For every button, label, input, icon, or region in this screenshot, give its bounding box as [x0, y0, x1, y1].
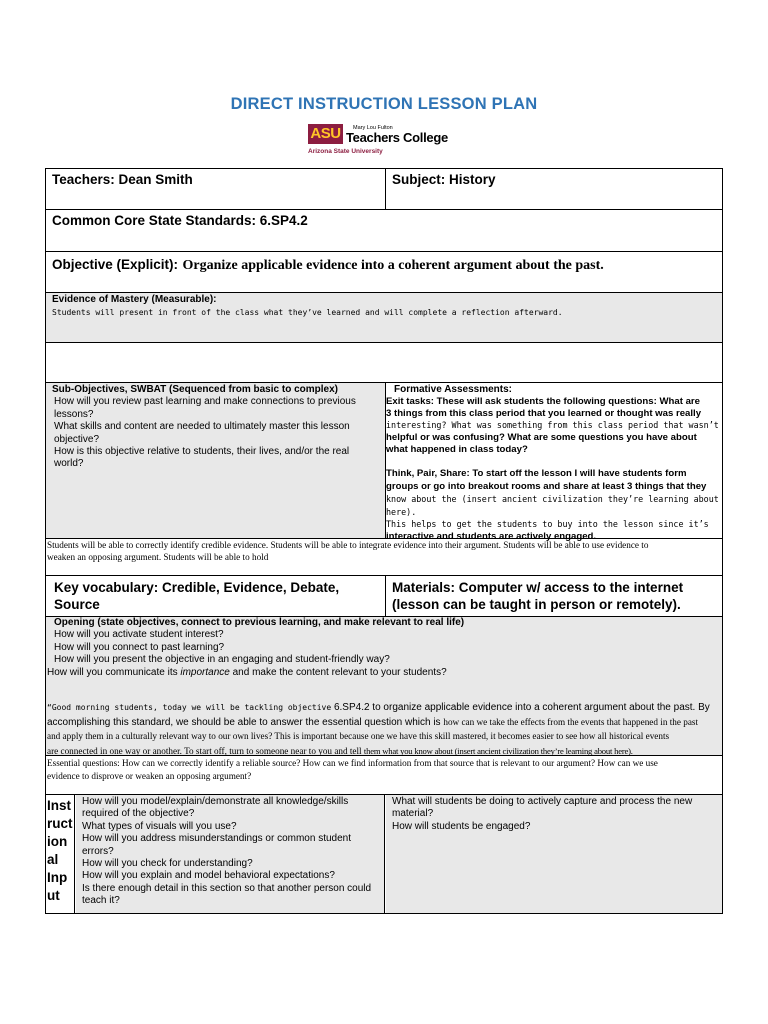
instructional-line: How will you check for understanding?: [82, 858, 253, 870]
communicate-text-a: How will you communicate its: [47, 666, 181, 678]
materials-line: Materials: Computer w/ access to the internet: [392, 580, 684, 595]
instructional-teacher-cell: [76, 795, 385, 913]
standards-cell: [45, 209, 723, 252]
vocabulary-text: [46, 576, 385, 613]
sub-objective-line: How will you review past learning and make connections to previous: [54, 396, 356, 408]
sub-objectives-cell: [45, 382, 386, 539]
sub-objective-line: How is this objective relative to students, their lives, and/or the real: [54, 446, 350, 458]
communicate-line: [46, 667, 722, 679]
quote-line-4a: are connected in one way or another. To start off, turn to someone near to you and tell: [47, 745, 364, 756]
instructional-line: Is there enough detail in this section so that another person could: [82, 882, 372, 894]
opening-heading: Opening (state objectives, connect to previous learning, and make relevant to real life): [54, 617, 465, 628]
opening-line: How will you activate student interest?: [54, 629, 224, 641]
instructional-line: errors?: [82, 845, 114, 857]
tps-line: groups or go into breakout rooms and share at least 3 things that they: [386, 480, 707, 492]
opening-line: How will you connect to past learning?: [54, 641, 225, 653]
quote-line-2b: how can we take the effects from the events that happened in the past: [443, 717, 699, 728]
exit-tasks-paragraph: [386, 396, 722, 456]
opening-line: How will you present the objective in an engaging and student-friendly way?: [54, 654, 390, 666]
swbat-cell: [45, 538, 723, 576]
logo-line-1: Mary Lou Fulton: [353, 125, 393, 131]
essential-questions-text: [46, 756, 722, 782]
asu-teachers-college-logo: [308, 124, 468, 158]
logo-line-3: Arizona State University: [308, 148, 383, 155]
objective-cell: [45, 251, 723, 293]
tps-line: Think, Pair, Share: To start off the lesson I will have students form: [386, 467, 687, 479]
instructional-input-side-label: [46, 795, 75, 913]
materials-cell: [385, 575, 723, 617]
side-label-part: Inp: [47, 870, 68, 885]
think-pair-share-paragraph: [386, 456, 722, 544]
instructional-teacher-questions: [76, 795, 384, 908]
quote-line-3: and apply them in a culturally relevant way to our own lives? This is important because one we have this skill mastered, it becomes easier to see how all historical events: [47, 730, 670, 741]
exit-line: Exit tasks: These will ask students the following questions: What are: [386, 396, 700, 408]
sub-objective-line: objective?: [54, 433, 100, 445]
sub-objective-line: lessons?: [54, 408, 94, 420]
instructional-student-cell: [386, 795, 722, 913]
exit-line: helpful or was confusing? What are some questions you have about: [386, 432, 697, 444]
subject-cell: [385, 168, 723, 210]
side-label-part: ruct: [47, 816, 73, 831]
student-line: How will students be engaged?: [392, 820, 531, 832]
exit-line: interesting? What was something from this class period that wasn’t: [386, 420, 719, 431]
tps-line: interactive and students are actively engaged.: [386, 530, 597, 542]
empty-row: [45, 342, 723, 383]
logo-line-2: Teachers College: [346, 130, 448, 145]
mastery-label: Evidence of Mastery (Measurable):: [52, 294, 217, 305]
side-label-part: Inst: [47, 798, 72, 813]
swbat-line: Students will be able to correctly identify credible evidence. Students will be able to integrate evidence into their argument. Students will be able to use evidence to: [47, 540, 649, 550]
formative-cell: [385, 382, 723, 542]
asu-logo-mark: ASU: [308, 124, 343, 144]
quote-line-4b: them what you know about (insert ancient civilization they’re learning about here).: [363, 745, 633, 756]
teacher-cell: [45, 168, 386, 210]
vocab-line: Source: [54, 597, 100, 612]
objective-label: Objective (Explicit):: [52, 257, 179, 272]
essential-line: Essential questions: How can we correctly identify a reliable source? How can we find information from that source that is relevant to our argument? How can we use: [47, 758, 658, 768]
objective-text: Organize applicable evidence into a coherent argument about the past.: [182, 258, 604, 273]
swbat-line: weaken an opposing argument. Students will be able to hold: [47, 552, 269, 562]
essential-questions-cell: [45, 755, 723, 795]
materials-text: [386, 576, 722, 613]
instructional-student-questions: [386, 795, 722, 833]
instructional-line: required of the objective?: [82, 808, 195, 820]
sub-objectives-heading: Sub-Objectives, SWBAT (Sequenced from basic to complex): [52, 384, 338, 395]
materials-line: (lesson can be taught in person or remotely).: [392, 597, 681, 612]
sub-objective-line: world?: [54, 458, 84, 470]
sub-objective-line: What skills and content are needed to ultimately master this lesson: [54, 421, 350, 433]
quote-mono: “Good morning students, today we will be tackling objective: [47, 703, 332, 713]
communicate-text-b: and make the content relevant to your students?: [229, 666, 447, 678]
tps-line: This helps to get the students to buy into the lesson since it’s: [386, 519, 709, 530]
student-line: What will students be doing to actively capture and process the new: [392, 796, 693, 807]
instructional-line: teach it?: [82, 895, 120, 907]
exit-line: 3 things from this class period that you learned or thought was really: [386, 408, 702, 420]
side-label-part: ut: [47, 888, 60, 903]
communicate-emphasis: importance: [180, 666, 230, 678]
instructional-line: How will you address misunderstandings or common student: [82, 833, 352, 845]
instructional-line: What types of visuals will you use?: [82, 820, 237, 832]
instructional-line: How will you model/explain/demonstrate all knowledge/skills: [82, 796, 349, 807]
essential-line: evidence to disprove or weaken an opposing argument?: [47, 770, 252, 781]
document-title: DIRECT INSTRUCTION LESSON PLAN: [230, 95, 538, 113]
side-label-part: al: [47, 852, 59, 867]
mastery-cell: [45, 292, 723, 343]
exit-line: what happened in class today?: [386, 444, 528, 456]
formative-heading: Formative Assessments:: [394, 384, 513, 395]
quote-sans: 6.SP4.2 to organize applicable evidence into a coherent argument about the past. By: [331, 702, 710, 714]
student-line: material?: [392, 808, 434, 820]
opening-quote: [46, 679, 722, 758]
mastery-text: Students will present in front of the class what they’ve learned and will complete a reflection afterward.: [52, 308, 563, 317]
side-label-part: ion: [47, 834, 68, 849]
vocab-line: Key vocabulary: Credible, Evidence, Debate,: [54, 580, 340, 595]
subject-label: Subject: History: [392, 172, 496, 187]
opening-questions: [46, 629, 722, 666]
sub-objectives-list: [46, 396, 385, 470]
tps-line: know about the (insert ancient civilization they’re learning about here).: [386, 494, 719, 517]
teachers-label: Teachers: Dean Smith: [52, 172, 193, 187]
opening-cell: [45, 616, 723, 756]
instructional-line: How will you explain and model behavioral expectations?: [82, 870, 335, 882]
vocabulary-cell: [45, 575, 386, 617]
swbat-text: [46, 539, 722, 563]
standards-text: Common Core State Standards: 6.SP4.2: [52, 213, 308, 228]
quote-line-2a: accomplishing this standard, we should be able to answer the essential question which is: [47, 717, 444, 729]
